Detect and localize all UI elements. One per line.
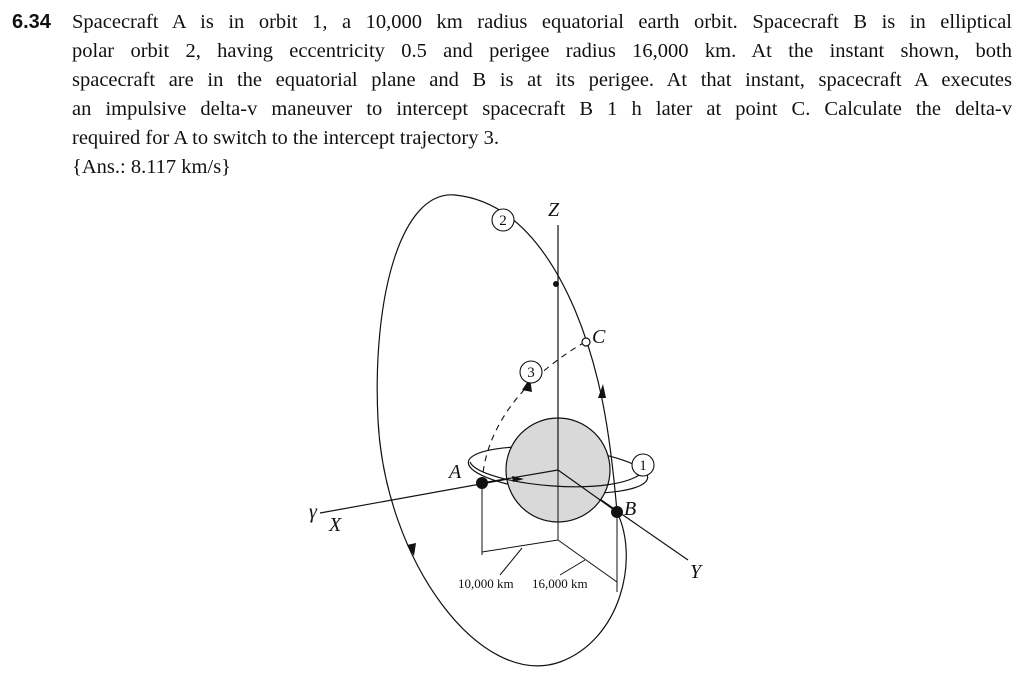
- statement-line-1: Spacecraft A is in orbit 1, a 10,000 km radius equatorial earth orbit. Spacecraft B is in elliptical: [72, 11, 1012, 33]
- statement-line-2: polar orbit 2, having eccentricity 0.5 and perigee radius 16,000 km. At the instant shown, both: [72, 40, 1012, 62]
- dim-leader-10000: [500, 548, 522, 575]
- vernal-equinox-symbol: γ: [309, 501, 317, 523]
- statement-line-3: spacecraft are in the equatorial plane and B is at its perigee. At that instant, spacecraft A executes: [72, 69, 1012, 91]
- problem-number: 6.34: [12, 11, 51, 33]
- statement-line-5: required for A to switch to the intercept trajectory 3.: [72, 127, 499, 149]
- y-axis-label: Y: [690, 561, 702, 583]
- answer-text: {Ans.: 8.117 km/s}: [72, 156, 232, 178]
- dim-label-10000: 10,000 km: [458, 576, 514, 591]
- point-b-label: B: [624, 498, 637, 520]
- orbit-3-label: 3: [527, 365, 535, 381]
- point-a-label: A: [449, 461, 462, 483]
- point-b: [611, 506, 623, 518]
- point-z-apogee: [553, 281, 559, 287]
- dim-leader-16000: [560, 560, 585, 575]
- point-a: [476, 477, 488, 489]
- statement-line-4: an impulsive delta-v maneuver to intercept spacecraft B 1 h later at point C. Calculate the delta-v: [72, 98, 1012, 120]
- z-axis-label: Z: [548, 199, 560, 221]
- x-axis-label: X: [329, 514, 342, 536]
- orbit-1-label: 1: [639, 458, 647, 474]
- dim-label-16000: 16,000 km: [532, 576, 588, 591]
- point-c: [582, 338, 590, 346]
- point-c-label: C: [592, 326, 606, 348]
- orbit-2-label: 2: [499, 213, 507, 229]
